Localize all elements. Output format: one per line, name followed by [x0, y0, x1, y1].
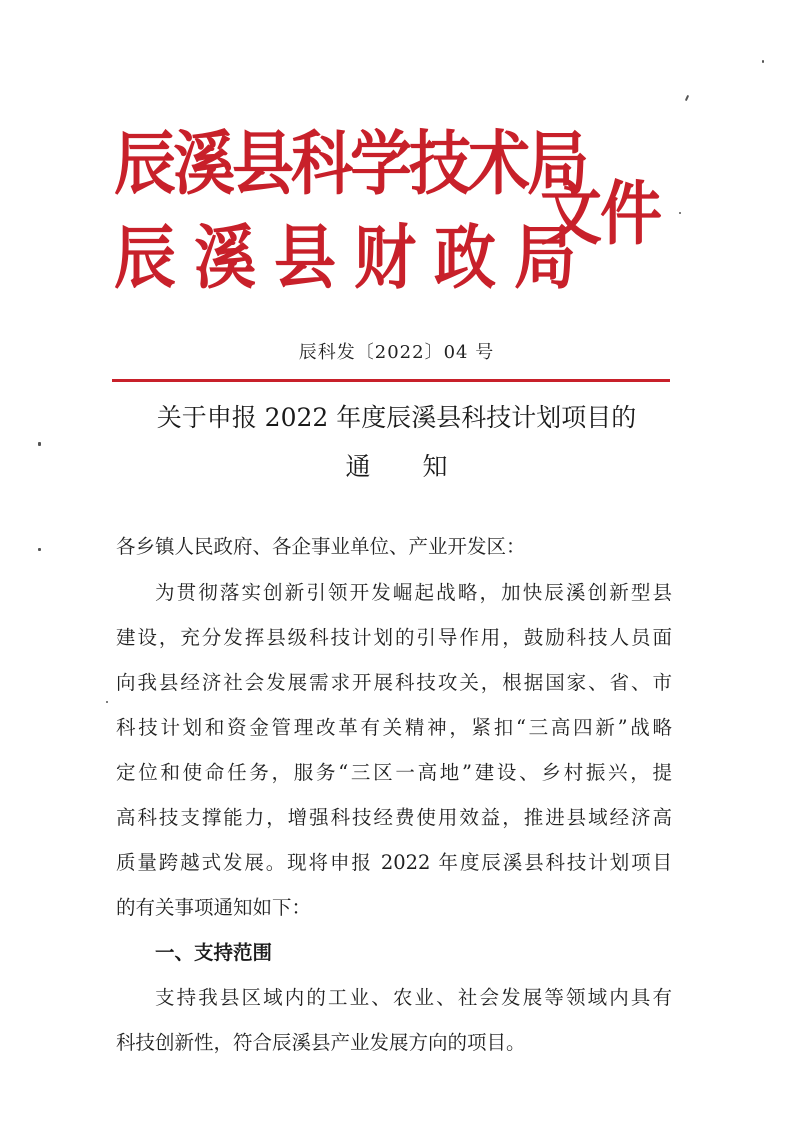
paragraph-line: 的有关事项通知如下： [116, 896, 312, 919]
file-word: 文件 [540, 172, 661, 255]
paragraph-line: 定位和使命任务，服务“三区一高地”建设、乡村振兴，提 [116, 761, 672, 784]
scan-speck [38, 548, 41, 551]
scan-speck [762, 60, 764, 63]
scan-speck [106, 701, 108, 703]
section-line: 支持我县区域内的工业、农业、社会发展等领域内具有 [155, 986, 672, 1009]
scan-speck [679, 212, 681, 214]
section-heading: 一、支持范围 [155, 941, 273, 964]
section-line: 科技创新性，符合辰溪县产业发展方向的项目。 [116, 1031, 526, 1054]
document-title-line-1: 关于申报 2022 年度辰溪县科技计划项目的 [156, 403, 637, 432]
paragraph-line: 高科技支撑能力，增强科技经费使用效益，推进县域经济高 [116, 806, 672, 829]
paragraph-line: 科技计划和资金管理改革有关精神，紧扣“三高四新”战略 [116, 716, 672, 739]
document-title-line-2: 通知 [345, 452, 500, 481]
salutation: 各乡镇人民政府、各企事业单位、产业开发区： [116, 535, 526, 558]
issuer-line-2: 辰溪县财政局 [114, 216, 595, 299]
paragraph-line: 为贯彻落实创新引领开发崛起战略，加快辰溪创新型县 [155, 581, 672, 604]
document-number: 辰科发〔2022〕04 号 [298, 342, 495, 363]
scan-speck [685, 95, 689, 101]
paragraph-line: 向我县经济社会发展需求开展科技攻关，根据国家、省、市 [116, 671, 672, 694]
paragraph-line: 质量跨越式发展。现将申报 2022 年度辰溪县科技计划项目 [116, 851, 672, 874]
issuer-line-1: 辰溪县科学技术局 [114, 122, 587, 205]
red-divider-line [112, 379, 670, 382]
scan-speck [38, 442, 41, 446]
paragraph-line: 建设，充分发挥县级科技计划的引导作用，鼓励科技人员面 [116, 626, 672, 649]
